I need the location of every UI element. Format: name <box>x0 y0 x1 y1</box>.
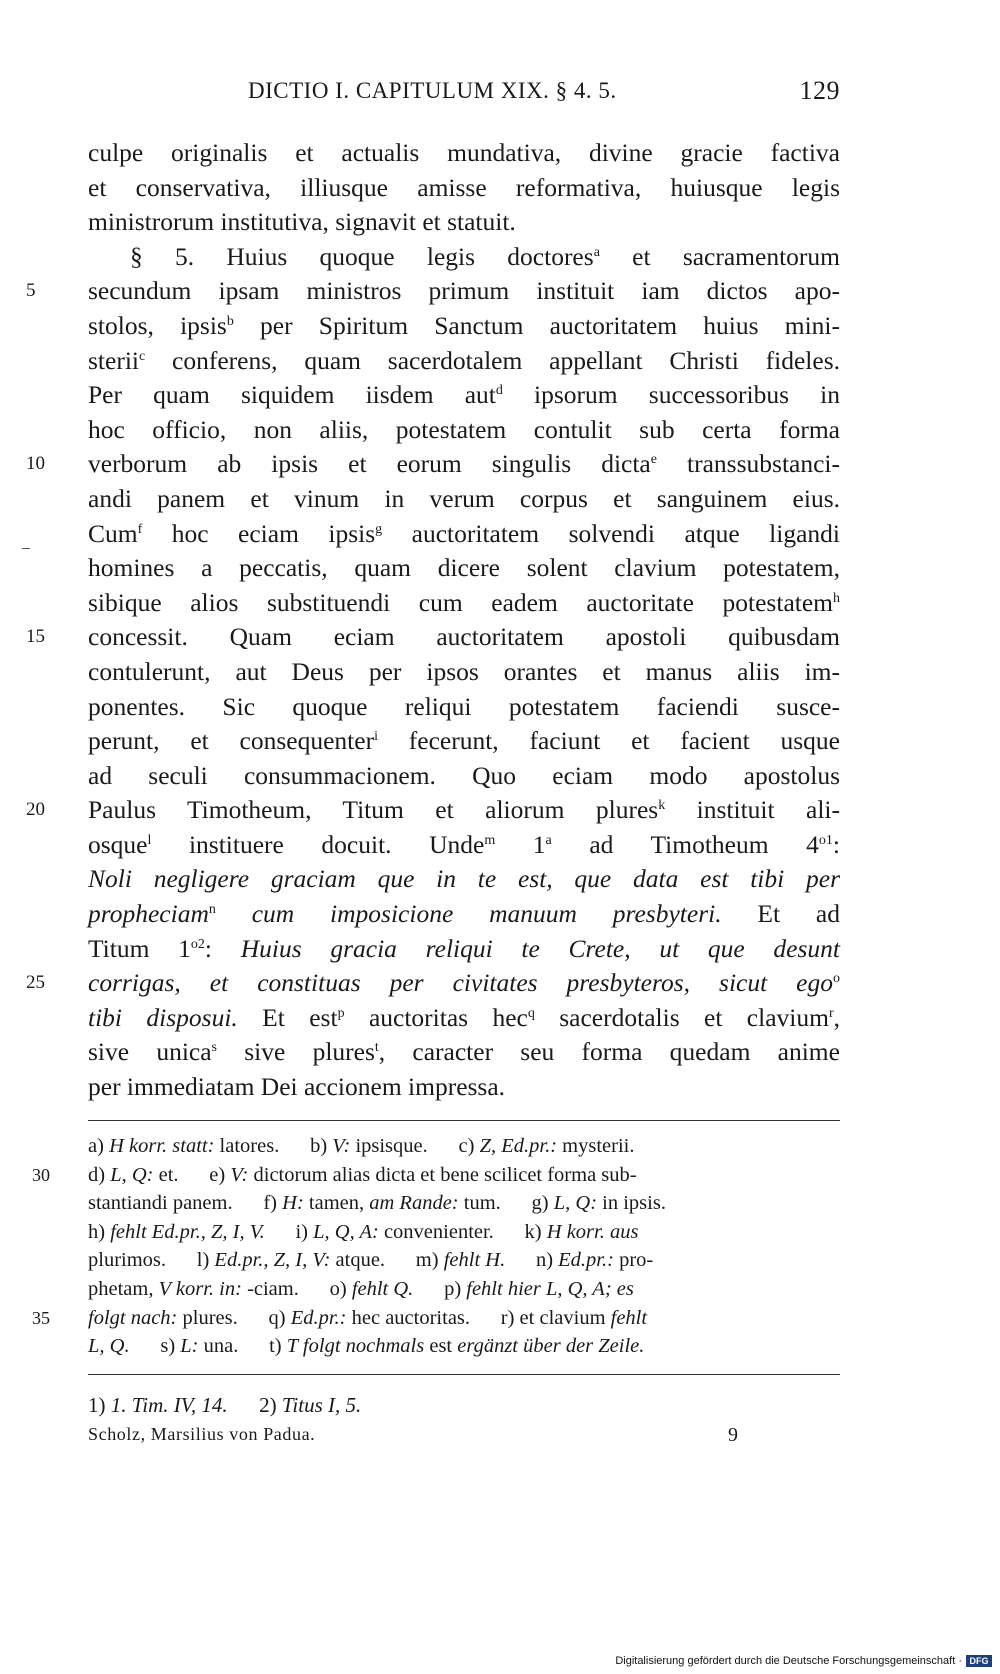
note-text: tamen, <box>303 1192 370 1215</box>
note-text: h) <box>88 1220 111 1243</box>
footnote-marker: l <box>147 832 152 848</box>
line-number: 30 <box>32 1164 50 1185</box>
note-line <box>88 1332 840 1361</box>
text-line: et conservativa, illiusque amisse reformativa, huiusque legis <box>88 172 840 202</box>
note-text: tum. g) <box>458 1192 554 1215</box>
margin-mark <box>22 548 30 549</box>
note-line <box>88 1218 840 1247</box>
note-line <box>88 1189 840 1218</box>
note-siglum: L, Q. <box>88 1335 130 1358</box>
note-text: atque. m) <box>330 1249 444 1272</box>
note-siglum: fehlt <box>610 1306 648 1329</box>
footnote-marker: k <box>658 798 666 814</box>
line-number: 15 <box>26 626 45 648</box>
note-siglum: V: <box>230 1163 249 1186</box>
note-text: mysterii. <box>557 1135 635 1157</box>
note-siglum: H korr. aus <box>546 1220 639 1243</box>
note-siglum: V: <box>332 1135 351 1157</box>
text-line: sterii$^c$ conferens, quam sacerdotalem appellant Christi fideles. <box>88 345 840 375</box>
note-siglum: fehlt Q. <box>351 1277 414 1300</box>
footnote-marker: e <box>650 452 657 468</box>
text-line: stolos, ipsis$^b$ per Spiritum Sanctum auctoritatem huius mini- <box>88 310 840 340</box>
note-line <box>88 1275 840 1304</box>
signature-text: Scholz, Marsilius von Padua. <box>88 1424 316 1444</box>
text-line: andi panem et vinum in verum corpus et sanguinem eius. <box>88 483 840 513</box>
printer-signature <box>88 1424 840 1454</box>
note-text: s) <box>129 1335 181 1358</box>
text-line: 10 verborum ab ipsis et eorum singulis dicta$^e$ transsubstanci- <box>88 447 840 482</box>
line-number: 25 <box>26 972 45 994</box>
note-siglum: folgt nach: <box>88 1306 178 1329</box>
note-text: i) <box>264 1220 314 1243</box>
note-siglum: fehlt Ed.pr., Z, I, V. <box>110 1220 265 1243</box>
footnote-marker: m <box>484 832 496 848</box>
dfg-logo: DFG <box>966 1655 992 1667</box>
running-title: DICTIO I. CAPITULUM XIX. § 4. 5. <box>248 78 617 103</box>
text-line: 5 secundum ipsam ministros primum instituit iam dictos apo- <box>88 274 840 309</box>
note-line <box>88 1246 840 1275</box>
main-text <box>26 136 841 1105</box>
note-text: hec auctoritas. r) et clavium <box>346 1306 611 1329</box>
reference-marker: 2 <box>197 936 205 952</box>
text-line: sibique alios substituendi cum eadem auctoritate potestatem$^h$ <box>88 587 840 617</box>
text-line: hoc officio, non aliis, potestatem contulit sub certa forma <box>88 414 840 444</box>
text-line: ministrorum institutiva, signavit et statuit. <box>88 207 516 237</box>
text-line: 20 Paulus Timotheum, Titum et aliorum plures$^k$ instituit ali- <box>88 793 840 828</box>
text-line: tibi disposui. Et est$^p$ auctoritas hec$^q$ sacerdotalis et clavium$^r$, <box>88 1002 840 1032</box>
source-references <box>88 1390 840 1425</box>
note-text: est <box>424 1335 458 1358</box>
footnote-rule <box>88 1374 840 1375</box>
note-text: stantiandi panem. f) <box>88 1192 283 1215</box>
note-text: n) <box>505 1249 559 1272</box>
note-line <box>88 1132 840 1161</box>
text-line: per immediatam Dei accionem impressa. <box>88 1072 506 1102</box>
footnote-marker: r <box>828 1005 834 1021</box>
text-line: culpe originalis et actualis mundativa, divine gracie factiva <box>88 138 840 167</box>
line-number: 35 <box>32 1307 50 1328</box>
text-line: propheciam$^n$ cum imposicione manuum presbyteri. Et ad <box>88 899 840 929</box>
text-line: osque$^l$ instituere docuit. Unde$^m$ 1$^a$ ad Timotheum $4^{o1}$: <box>88 829 840 859</box>
text-line: ad seculi consummacionem. Quo eciam modo apostolus <box>88 760 840 790</box>
footnote-marker: s <box>211 1040 217 1056</box>
ordinal-marker: o <box>190 936 198 952</box>
text-line: contulerunt, aut Deus per ipsos orantes et manus aliis im- <box>88 656 840 686</box>
note-siglum: Ed.pr.: <box>558 1249 614 1272</box>
footnote-marker: o <box>833 971 840 987</box>
footnote-marker: b <box>226 313 234 329</box>
line-number: 10 <box>26 453 45 475</box>
note-siglum: T folgt nochmals <box>286 1335 425 1358</box>
text-line: homines a peccatis, quam dicere solent clavium potestatem, <box>88 553 840 583</box>
text-line: perunt, et consequenter$^i$ fecerunt, faciunt et facient usque <box>88 726 840 756</box>
note-siglum: V korr. in: <box>158 1277 242 1300</box>
ordinal-marker: a <box>545 832 552 848</box>
footnote-marker: h <box>833 590 840 606</box>
reference-line: 1) 1. Tim. IV, 14. 2) Titus I, 5. <box>88 1393 362 1417</box>
footnote-marker: f <box>137 521 143 537</box>
footnote-marker: a <box>593 244 600 260</box>
note-siglum: Z, Ed.pr.: <box>479 1135 558 1157</box>
note-text: dictorum alias dicta et bene scilicet forma sub- <box>248 1163 637 1186</box>
footnote-marker: t <box>374 1040 379 1056</box>
note-text: latores. b) <box>214 1135 333 1157</box>
reference-marker: 1 <box>825 832 833 848</box>
note-text: d) <box>88 1163 111 1186</box>
note-siglum: H korr. statt: <box>109 1135 215 1157</box>
footnote-marker: i <box>374 729 378 745</box>
line-number: 5 <box>26 280 36 302</box>
note-siglum: fehlt hier L, Q, A; es <box>466 1277 634 1300</box>
footnote-marker: d <box>495 383 503 399</box>
line-number: 20 <box>26 799 45 821</box>
text-line: Cum$^f$ hoc eciam ipsis$^g$ auctoritatem solvendi atque ligandi <box>88 518 840 548</box>
note-text: phetam, <box>88 1277 159 1300</box>
digitization-credit: Digitalisierung gefördert durch die Deutsche Forschungsgemeinschaft · DFG <box>615 1650 992 1672</box>
text-line: Per quam siquidem iisdem aut$^d$ ipsorum successoribus in <box>88 380 840 410</box>
note-siglum: L, Q: <box>553 1192 598 1215</box>
note-siglum: L, Q, A: <box>313 1220 379 1243</box>
ordinal-marker: o <box>818 832 826 848</box>
note-text: -ciam. o) <box>241 1277 352 1300</box>
note-text: una. t) <box>198 1335 287 1358</box>
footnote-marker: q <box>527 1005 535 1021</box>
note-siglum: Ed.pr.: <box>290 1306 347 1329</box>
apparatus-rule <box>88 1120 840 1121</box>
page-number: 129 <box>799 76 840 105</box>
quotation: Noli negligere graciam que in te est, que data est tibi per <box>88 864 840 894</box>
note-siglum: L, Q: <box>110 1163 154 1186</box>
note-text: plures. q) <box>177 1306 291 1329</box>
note-text: convenienter. k) <box>378 1220 547 1243</box>
note-text: a) <box>88 1135 110 1157</box>
note-siglum: am Rande: <box>369 1192 459 1215</box>
note-siglum: L: <box>180 1335 199 1358</box>
text-line: Titum $1^{o2}$: Huius gracia reliqui te Crete, ut que desunt <box>88 933 841 963</box>
note-siglum: fehlt H. <box>443 1249 506 1272</box>
note-text: in ipsis. <box>597 1192 666 1215</box>
text-line: § 5. Huius quoque legis doctores$^a$ et sacramentorum <box>130 241 840 271</box>
note-text: plurimos. l) <box>88 1249 215 1272</box>
note-line <box>32 1304 840 1333</box>
note-text: p) <box>413 1277 467 1300</box>
critical-apparatus <box>32 1132 840 1361</box>
footnote-marker: g <box>375 521 383 537</box>
signature-number: 9 <box>728 1424 739 1446</box>
footnote-marker: n <box>208 902 216 918</box>
text-line: 25 corrigas, et constituas per civitates presbyteros, sicut ego$^o$ <box>88 966 840 1001</box>
footnote-marker: c <box>139 348 146 364</box>
footnote-marker: p <box>337 1005 345 1021</box>
note-text: ipsisque. c) <box>350 1135 480 1157</box>
running-header <box>88 72 840 112</box>
note-text: pro- <box>613 1249 654 1272</box>
text-line: sive unica$^s$ sive plures$^t$, caracter seu forma quedam anime <box>88 1037 840 1067</box>
text-line: ponentes. Sic quoque reliqui potestatem faciendi susce- <box>88 691 840 721</box>
note-text: et. e) <box>153 1163 231 1186</box>
note-siglum: Ed.pr., Z, I, V: <box>214 1249 331 1272</box>
note-line <box>32 1161 840 1190</box>
note-siglum: H: <box>282 1192 304 1215</box>
text-line <box>88 862 840 897</box>
note-siglum: ergänzt über der Zeile. <box>457 1335 645 1358</box>
text-line: 15 concessit. Quam eciam auctoritatem apostoli quibusdam <box>88 620 840 655</box>
